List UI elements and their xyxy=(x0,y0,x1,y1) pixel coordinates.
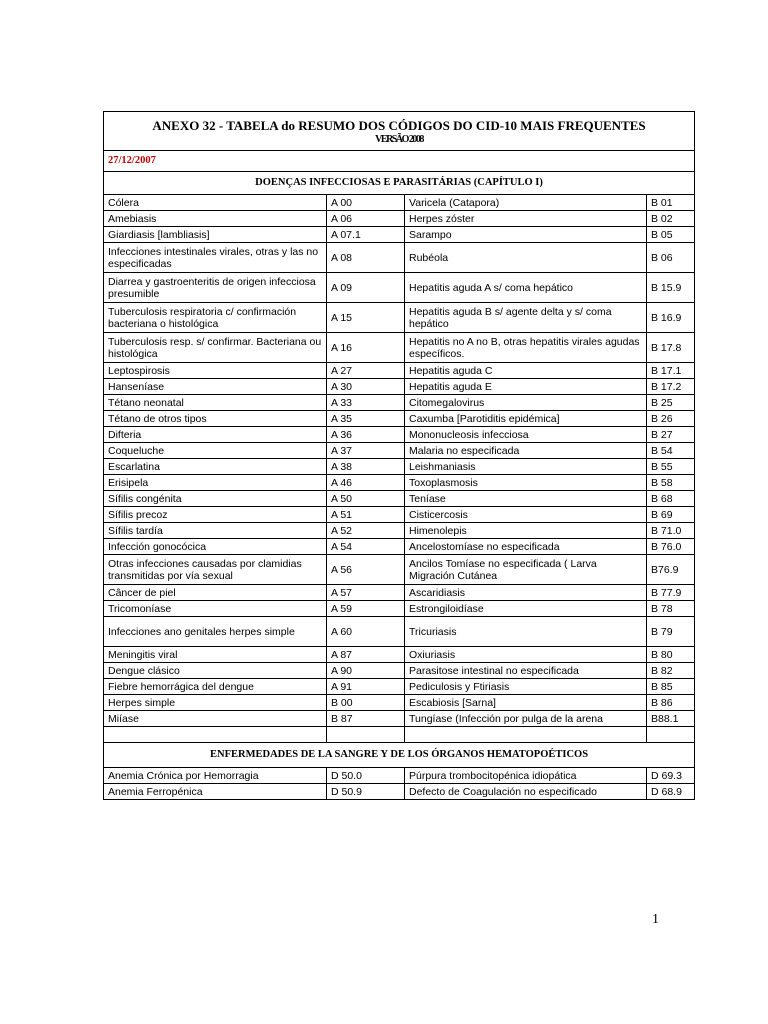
disease-name: Ancelostomíase no especificada xyxy=(405,539,647,555)
disease-code: B 17.1 xyxy=(647,363,695,379)
disease-name: Estrongiloidíase xyxy=(405,601,647,617)
disease-code: B 02 xyxy=(647,211,695,227)
disease-name: Tétano neonatal xyxy=(104,395,327,411)
disease-code: B 05 xyxy=(647,227,695,243)
disease-name: Cisticercosis xyxy=(405,507,647,523)
disease-code: B 27 xyxy=(647,427,695,443)
disease-code: B 55 xyxy=(647,459,695,475)
disease-code: B 78 xyxy=(647,601,695,617)
disease-code: A 00 xyxy=(327,195,405,211)
disease-code: A 36 xyxy=(327,427,405,443)
disease-code: D 50.0 xyxy=(327,768,405,784)
disease-name: Parasitose intestinal no especificada xyxy=(405,663,647,679)
disease-code: B 17.8 xyxy=(647,333,695,363)
disease-name: Ancilos Tomíase no especificada ( Larva Migración Cutánea xyxy=(405,555,647,585)
disease-code: A 50 xyxy=(327,491,405,507)
disease-name: Meningitis viral xyxy=(104,647,327,663)
disease-code: B 16.9 xyxy=(647,303,695,333)
disease-name: Hepatitis aguda A s/ coma hepático xyxy=(405,273,647,303)
disease-code: A 08 xyxy=(327,243,405,273)
disease-name: Caxumba [Parotiditis epidémica] xyxy=(405,411,647,427)
disease-name: Cólera xyxy=(104,195,327,211)
disease-code: A 27 xyxy=(327,363,405,379)
disease-code: A 06 xyxy=(327,211,405,227)
disease-name: Tuberculosis respiratoria c/ confirmación bacteriana o histológica xyxy=(104,303,327,333)
disease-code: B 25 xyxy=(647,395,695,411)
disease-name: Toxoplasmosis xyxy=(405,475,647,491)
disease-code: B 77.9 xyxy=(647,585,695,601)
disease-code: A 57 xyxy=(327,585,405,601)
disease-code: B 85 xyxy=(647,679,695,695)
disease-code: A 91 xyxy=(327,679,405,695)
disease-code: A 52 xyxy=(327,523,405,539)
disease-code: B 86 xyxy=(647,695,695,711)
disease-name: Citomegalovirus xyxy=(405,395,647,411)
disease-name: Teníase xyxy=(405,491,647,507)
disease-name: Tricomoníase xyxy=(104,601,327,617)
table-row xyxy=(104,491,695,507)
disease-code: B 82 xyxy=(647,663,695,679)
disease-name: Rubéola xyxy=(405,243,647,273)
disease-name: Fiebre hemorrágica del dengue xyxy=(104,679,327,695)
disease-code: B 68 xyxy=(647,491,695,507)
table-row xyxy=(104,333,695,363)
document-page xyxy=(103,111,694,800)
disease-code: A 35 xyxy=(327,411,405,427)
table-row xyxy=(104,601,695,617)
disease-code: B 58 xyxy=(647,475,695,491)
disease-name: Herpes zóster xyxy=(405,211,647,227)
disease-code: A 07.1 xyxy=(327,227,405,243)
table-row xyxy=(104,411,695,427)
table-row xyxy=(104,784,695,800)
disease-code: D 68.9 xyxy=(647,784,695,800)
disease-code: A 16 xyxy=(327,333,405,363)
disease-code: B 87 xyxy=(327,711,405,727)
empty-cell xyxy=(104,727,327,743)
table-row xyxy=(104,523,695,539)
disease-name: Miíase xyxy=(104,711,327,727)
table-row xyxy=(104,617,695,647)
disease-code: A 60 xyxy=(327,617,405,647)
disease-code: B 69 xyxy=(647,507,695,523)
disease-code: B 76.0 xyxy=(647,539,695,555)
table-row xyxy=(104,695,695,711)
disease-code: B 54 xyxy=(647,443,695,459)
disease-code: D 69.3 xyxy=(647,768,695,784)
table-row xyxy=(104,379,695,395)
disease-code: B 01 xyxy=(647,195,695,211)
disease-name: Otras infecciones causadas por clamidias transmitidas por vía sexual xyxy=(104,555,327,585)
disease-name: Câncer de piel xyxy=(104,585,327,601)
disease-code: A 59 xyxy=(327,601,405,617)
disease-code: A 38 xyxy=(327,459,405,475)
section-title-blood: ENFERMEDADES DE LA SANGRE Y DE LOS ÓRGANOS HEMATOPOÉTICOS xyxy=(104,743,695,768)
disease-code: A 51 xyxy=(327,507,405,523)
empty-cell xyxy=(327,727,405,743)
table-row xyxy=(104,711,695,727)
disease-name: Malaria no especificada xyxy=(405,443,647,459)
disease-name: Coqueluche xyxy=(104,443,327,459)
disease-code: A 54 xyxy=(327,539,405,555)
disease-name: Erisipela xyxy=(104,475,327,491)
disease-name: Defecto de Coagulación no especificado xyxy=(405,784,647,800)
empty-cell xyxy=(405,727,647,743)
disease-code: A 87 xyxy=(327,647,405,663)
table-row xyxy=(104,539,695,555)
disease-name: Púrpura trombocitopénica idiopática xyxy=(405,768,647,784)
disease-code: B 15.9 xyxy=(647,273,695,303)
table-row xyxy=(104,555,695,585)
disease-name: Herpes simple xyxy=(104,695,327,711)
disease-name: Hepatitis aguda C xyxy=(405,363,647,379)
disease-code: B 06 xyxy=(647,243,695,273)
document-date: 27/12/2007 xyxy=(104,151,695,172)
disease-code: A 46 xyxy=(327,475,405,491)
disease-name: Leptospirosis xyxy=(104,363,327,379)
table-row xyxy=(104,395,695,411)
disease-name: Pediculosis y Ftiriasis xyxy=(405,679,647,695)
table-row xyxy=(104,273,695,303)
disease-code: B 79 xyxy=(647,617,695,647)
table-row xyxy=(104,585,695,601)
disease-code: A 09 xyxy=(327,273,405,303)
table-row xyxy=(104,475,695,491)
disease-code: A 37 xyxy=(327,443,405,459)
disease-name: Diarrea y gastroenteritis de origen infecciosa presumible xyxy=(104,273,327,303)
disease-name: Tungíase (Infección por pulga de la arena xyxy=(405,711,647,727)
disease-code: B 80 xyxy=(647,647,695,663)
empty-row xyxy=(104,727,695,743)
disease-name: Mononucleosis infecciosa xyxy=(405,427,647,443)
disease-name: Leishmaniasis xyxy=(405,459,647,475)
disease-name: Infecciones ano genitales herpes simple xyxy=(104,617,327,647)
table-row xyxy=(104,507,695,523)
disease-name: Sífilis tardía xyxy=(104,523,327,539)
table-row xyxy=(104,427,695,443)
table-row xyxy=(104,243,695,273)
disease-name: Hepatitis no A no B, otras hepatitis virales agudas específicos. xyxy=(405,333,647,363)
empty-cell xyxy=(647,727,695,743)
disease-name: Oxiuriasis xyxy=(405,647,647,663)
table-row xyxy=(104,443,695,459)
disease-name: Infección gonocócica xyxy=(104,539,327,555)
table-row xyxy=(104,363,695,379)
table-row xyxy=(104,647,695,663)
disease-code: B 17.2 xyxy=(647,379,695,395)
disease-code: A 90 xyxy=(327,663,405,679)
disease-name: Giardiasis [lambliasis] xyxy=(104,227,327,243)
page-number: 1 xyxy=(652,912,659,927)
disease-name: Tuberculosis resp. s/ confirmar. Bacteriana ou histológica xyxy=(104,333,327,363)
disease-code: B 71.0 xyxy=(647,523,695,539)
disease-name: Escabiosis [Sarna] xyxy=(405,695,647,711)
disease-name: Tétano de otros tipos xyxy=(104,411,327,427)
disease-name: Escarlatina xyxy=(104,459,327,475)
disease-code: A 30 xyxy=(327,379,405,395)
disease-name: Hanseníase xyxy=(104,379,327,395)
disease-name: Difteria xyxy=(104,427,327,443)
disease-name: Dengue clásico xyxy=(104,663,327,679)
disease-name: Hepatitis aguda E xyxy=(405,379,647,395)
disease-name: Sífilis precoz xyxy=(104,507,327,523)
disease-code: B88.1 xyxy=(647,711,695,727)
disease-name: Hepatitis aguda B s/ agente delta y s/ coma hepático xyxy=(405,303,647,333)
table-row xyxy=(104,663,695,679)
disease-name: Amebiasis xyxy=(104,211,327,227)
table-row xyxy=(104,195,695,211)
disease-code: A 15 xyxy=(327,303,405,333)
disease-code: A 33 xyxy=(327,395,405,411)
disease-name: Varicela (Catapora) xyxy=(405,195,647,211)
disease-code: B76.9 xyxy=(647,555,695,585)
document-version: VERSÃO 2008 xyxy=(375,134,423,145)
document-title: ANEXO 32 - TABELA do RESUMO DOS CÓDIGOS DO CID-10 MAIS FREQUENTES xyxy=(152,118,646,133)
table-row xyxy=(104,679,695,695)
disease-code: D 50.9 xyxy=(327,784,405,800)
table-row xyxy=(104,459,695,475)
disease-code: B 00 xyxy=(327,695,405,711)
disease-name: Sífilis congénita xyxy=(104,491,327,507)
table-row xyxy=(104,227,695,243)
table-row xyxy=(104,768,695,784)
disease-code: A 56 xyxy=(327,555,405,585)
section-title-infectious: DOENÇAS INFECCIOSAS E PARASITÁRIAS (CAPÍTULO I) xyxy=(104,172,695,195)
cid10-table xyxy=(103,111,695,800)
disease-name: Himenolepis xyxy=(405,523,647,539)
disease-name: Infecciones intestinales virales, otras y las no especificadas xyxy=(104,243,327,273)
disease-code: B 26 xyxy=(647,411,695,427)
disease-name: Sarampo xyxy=(405,227,647,243)
table-row xyxy=(104,211,695,227)
disease-name: Anemia Crónica por Hemorragia xyxy=(104,768,327,784)
disease-name: Anemia Ferropénica xyxy=(104,784,327,800)
disease-name: Tricuriasis xyxy=(405,617,647,647)
header-cell xyxy=(104,112,695,151)
disease-name: Ascaridiasis xyxy=(405,585,647,601)
table-row xyxy=(104,303,695,333)
